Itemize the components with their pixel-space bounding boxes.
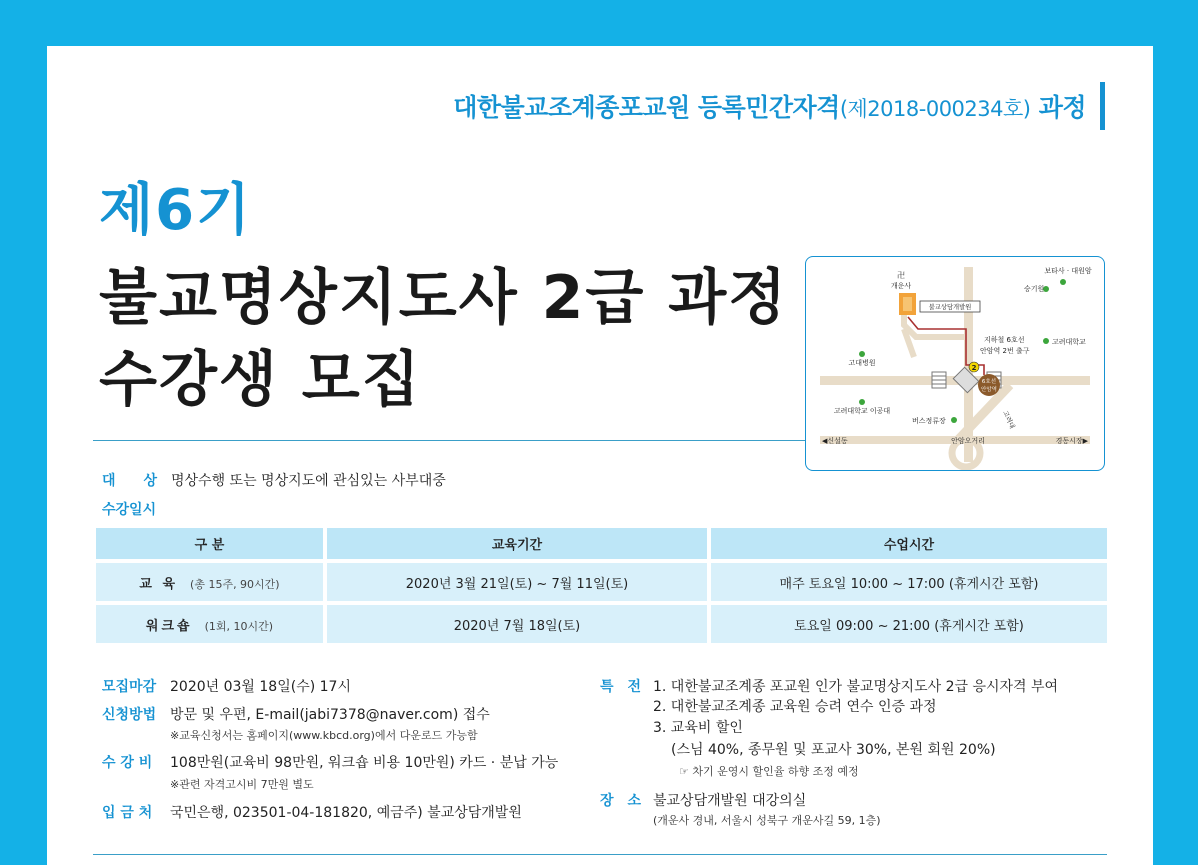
- schedule-header-category: 구 분: [96, 528, 325, 561]
- header-title: [453, 88, 1086, 124]
- map-left-arrow: ◀신설동: [822, 437, 848, 445]
- schedule-header-period: 교육기간: [325, 528, 709, 561]
- deadline-value: 2020년 03월 18일(수) 17시: [170, 679, 351, 695]
- benefit-discount: (스님 40%, 종무원 및 포교사 30%, 본원 회원 20%): [671, 742, 996, 758]
- header-title-tail: 과정: [1030, 93, 1086, 122]
- map-temple-symbol: 卍: [897, 271, 905, 280]
- apply-note: ※교육신청서는 홈페이지(www.kbcd.org)에서 다운로드 가능함: [170, 729, 478, 742]
- bottom-divider: [93, 854, 1107, 855]
- benefits-label: 특 전: [600, 679, 642, 695]
- map-engineering-label: 고려대학교 이공대: [833, 407, 891, 415]
- map-station-line1: 6호선: [981, 379, 997, 385]
- map-station-line2: 안암역: [981, 387, 997, 393]
- map-bodhisa-label: 보타사 · 대원암: [1044, 267, 1092, 275]
- row-period: 2020년 7월 18일(토): [325, 603, 709, 645]
- apply-label: 신청방법: [102, 707, 157, 723]
- benefit-item: 1. 대한불교조계종 포교원 인가 불교명상지도사 2급 응시자격 부여: [653, 679, 1059, 695]
- schedule-table: [96, 528, 1107, 647]
- benefit-note: ☞ 차기 운영시 할인율 하향 조정 예정: [679, 765, 859, 778]
- row-sub: (총 15주, 90시간): [190, 577, 280, 591]
- row-category: [96, 561, 325, 603]
- poster-sheet: [47, 46, 1153, 865]
- row-category: [96, 603, 325, 645]
- venue-address: (개운사 경내, 서울시 성북구 개운사길 59, 1층): [653, 814, 881, 827]
- table-row: [96, 561, 1107, 603]
- header-bar: [453, 82, 1105, 130]
- map-center-label: 불교상담개발원: [928, 304, 972, 311]
- map-subway-line2: 안암역 2번 출구: [980, 347, 1030, 355]
- map-road-label: 고려대: [1001, 409, 1017, 430]
- header-title-main: 대한불교조계종포교원 등록민간자격: [453, 93, 840, 122]
- row-sub: (1회, 10시간): [204, 619, 274, 633]
- map-korea-univ-label: 고려대학교: [1052, 338, 1086, 346]
- map-right-arrow: 경동시장▶: [1055, 437, 1088, 445]
- map-exit-number: 2: [971, 364, 977, 372]
- apply-value: 방문 및 우편, E-mail(jabi7378@naver.com) 접수: [170, 707, 490, 723]
- row-name: 교 육: [139, 576, 179, 592]
- map-temple-label: 개운사: [890, 282, 912, 290]
- row-name: 워크숍: [145, 618, 193, 634]
- table-row: [96, 603, 1107, 645]
- map-seunggiwon-label: 승기원: [1024, 285, 1045, 293]
- fee-label: 수 강 비: [102, 755, 153, 771]
- benefit-item: 3. 교육비 할인: [653, 720, 743, 736]
- row-period: 2020년 3월 21일(토) ~ 7월 11일(토): [325, 561, 709, 603]
- venue-label: 장 소: [600, 793, 642, 809]
- benefit-item: 2. 대한불교조계종 교육원 승려 연수 인증 과정: [653, 699, 937, 715]
- map-bus-stop-label: 버스정류장: [912, 417, 946, 425]
- header-title-registration: (제2018-000234호): [839, 97, 1031, 121]
- header-rule: [1100, 82, 1105, 130]
- headline-line2: 수강생 모집: [99, 345, 422, 415]
- map-subway-line1: 지하철 6호선: [984, 336, 1025, 344]
- generation-label: 제6기: [99, 178, 253, 243]
- fee-value: 108만원(교육비 98만원, 워크숍 비용 10만원) 카드 · 분납 가능: [170, 755, 559, 771]
- venue-value: 불교상담개발원 대강의실: [653, 793, 807, 809]
- account-value: 국민은행, 023501-04-181820, 예금주) 불교상담개발원: [170, 805, 522, 821]
- deadline-label: 모집마감: [102, 679, 157, 695]
- row-time: 토요일 09:00 ~ 21:00 (휴게시간 포함): [709, 603, 1107, 645]
- target-value: 명상수행 또는 명상지도에 관심있는 사부대중: [171, 473, 446, 489]
- target-label: 대 상: [102, 473, 158, 489]
- headline-line1: 불교명상지도사 2급 과정: [99, 263, 789, 333]
- divider: [93, 440, 805, 441]
- location-map: [805, 256, 1105, 471]
- account-label: 입 금 처: [102, 805, 153, 821]
- row-time: 매주 토요일 10:00 ~ 17:00 (휴게시간 포함): [709, 561, 1107, 603]
- schedule-header-time: 수업시간: [709, 528, 1107, 561]
- map-crossroad-label: 안암오거리: [951, 437, 985, 445]
- fee-note: ※관련 자격고시비 7만원 별도: [170, 778, 314, 791]
- schedule-label: 수강일시: [102, 502, 157, 518]
- map-hospital-label: 고대병원: [848, 359, 876, 367]
